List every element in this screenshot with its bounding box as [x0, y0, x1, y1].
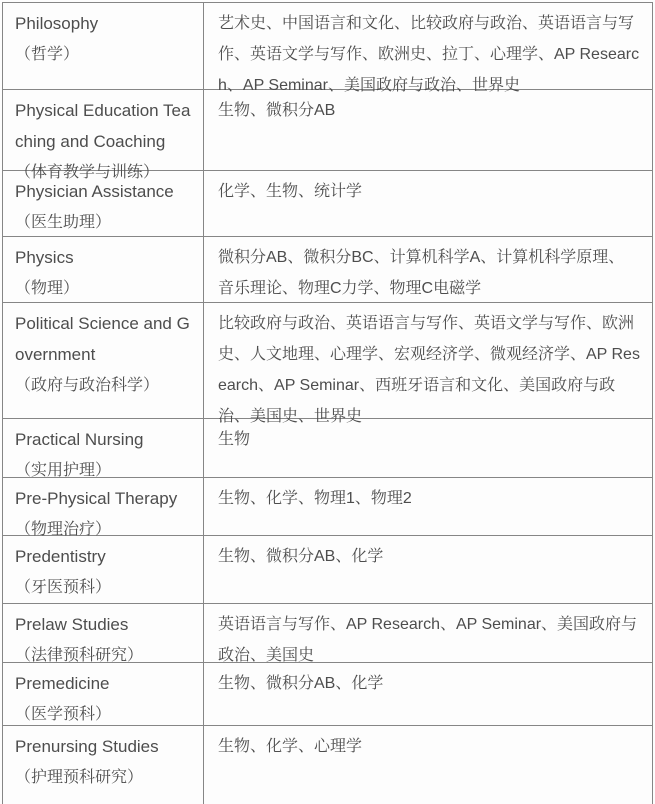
major-name-zh: （哲学） — [15, 46, 80, 63]
majors-courses-table — [2, 2, 653, 804]
courses-cell: 生物 — [218, 431, 251, 448]
major-name-en: Physical Education Teaching and Coaching — [15, 101, 191, 151]
table-row — [3, 726, 652, 804]
major-cell — [3, 90, 204, 181]
courses-cell: 生物、化学、心理学 — [218, 738, 363, 755]
table-row — [3, 303, 652, 425]
major-name-zh: （牙医预科） — [15, 579, 112, 596]
major-cell — [3, 536, 204, 603]
major-cell — [3, 726, 204, 804]
table-row — [3, 604, 652, 663]
table-row — [3, 536, 652, 604]
table-row — [3, 419, 652, 478]
table-row — [3, 3, 652, 94]
courses-cell: 生物、微积分AB、化学 — [218, 548, 384, 565]
major-name-en: Physics — [15, 248, 74, 267]
major-name-zh: （物理治疗） — [15, 521, 112, 538]
major-cell — [3, 663, 204, 725]
major-cell — [3, 419, 204, 477]
major-name-en: Predentistry — [15, 547, 106, 566]
major-name-zh: （体育教学与训练） — [15, 164, 160, 181]
courses-cell: 生物、微积分AB — [218, 102, 336, 119]
major-name-en: Premedicine — [15, 674, 110, 693]
major-cell — [3, 303, 204, 418]
table-row — [3, 478, 652, 536]
major-name-zh: （法律预科研究） — [15, 647, 144, 664]
table-row — [3, 171, 652, 237]
major-cell — [3, 237, 204, 302]
major-cell — [3, 478, 204, 538]
major-name-zh: （实用护理） — [15, 462, 112, 479]
courses-cell: 化学、生物、统计学 — [218, 183, 363, 200]
major-name-en: Philosophy — [15, 14, 99, 33]
major-cell — [3, 3, 204, 89]
major-name-en: Prenursing Studies — [15, 737, 159, 756]
table-row — [3, 663, 652, 726]
courses-cell: 生物、微积分AB、化学 — [218, 675, 384, 692]
major-name-en: Pre-Physical Therapy — [15, 489, 178, 508]
major-name-zh: （医学预科） — [15, 706, 112, 723]
major-name-en: Practical Nursing — [15, 430, 144, 449]
major-cell — [3, 604, 204, 662]
courses-cell: 英语语言与写作、AP Research、AP Seminar、美国政府与政治、美国史 — [218, 616, 638, 664]
major-name-zh: （物理） — [15, 280, 80, 297]
courses-cell: 微积分AB、微积分BC、计算机科学A、计算机科学原理、音乐理论、物理C力学、物理C电磁学 — [218, 249, 625, 297]
major-cell — [3, 171, 204, 236]
courses-cell: 生物、化学、物理1、物理2 — [218, 490, 412, 507]
courses-cell: 比较政府与政治、英语语言与写作、英语文学与写作、欧洲史、人文地理、心理学、宏观经济学、微观经济学、AP Research、AP Seminar、西班牙语言和文化、美国政府与政治、美国史、世界史 — [218, 315, 640, 425]
table-row — [3, 90, 652, 181]
major-name-en: Political Science and Government — [15, 314, 190, 364]
major-name-zh: （护理预科研究） — [15, 769, 144, 786]
major-name-en: Prelaw Studies — [15, 615, 129, 634]
table-row — [3, 237, 652, 303]
courses-cell: 艺术史、中国语言和文化、比较政府与政治、英语语言与写作、英语文学与写作、欧洲史、拉丁、心理学、AP Research、AP Seminar、美国政府与政治、世界史 — [218, 15, 640, 94]
major-name-zh: （政府与政治科学） — [15, 377, 160, 394]
major-name-zh: （医生助理） — [15, 214, 112, 231]
major-name-en: Physician Assistance — [15, 182, 174, 201]
